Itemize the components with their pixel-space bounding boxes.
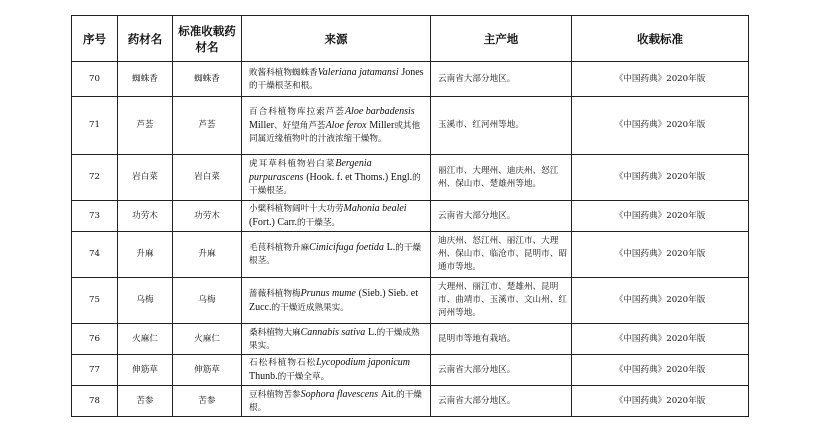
row-standard: 《中国药典》2020年版 [572, 201, 749, 232]
row-std-name: 乌梅 [173, 278, 242, 324]
row-num: 73 [72, 201, 118, 232]
row-area: 昆明市等地有栽培。 [431, 324, 572, 355]
header-num: 序号 [72, 16, 118, 62]
table-row [72, 62, 749, 97]
table-row [72, 386, 749, 417]
row-source [242, 232, 431, 278]
row-area: 大理州、丽江市、楚雄州、昆明市、曲靖市、玉溪市、文山州、红河州等地。 [431, 278, 572, 324]
row-standard: 《中国药典》2020年版 [572, 155, 749, 201]
row-standard: 《中国药典》2020年版 [572, 278, 749, 324]
row-standard: 《中国药典》2020年版 [572, 232, 749, 278]
row-area: 云南省大部分地区。 [431, 355, 572, 386]
species-author: Miller [249, 120, 274, 131]
row-source [242, 201, 431, 232]
row-num: 78 [72, 386, 118, 417]
species-author: Ait. [380, 388, 397, 400]
source-text: 石松科植物石松 [249, 358, 317, 368]
species-author: (Hook. f. et Thoms.) Engl. [306, 172, 413, 183]
row-name: 乌梅 [118, 278, 173, 324]
species-name: Valeriana jatamansi [317, 66, 399, 78]
species-name: Lycopodium japonicum [316, 357, 411, 368]
row-num: 70 [72, 62, 118, 97]
source-text: 虎耳草科植物岩白菜 [249, 159, 336, 169]
source-text: 的干燥根茎。 [249, 243, 422, 266]
row-name: 升麻 [118, 232, 173, 278]
row-num: 76 [72, 324, 118, 355]
row-standard: 《中国药典》2020年版 [572, 324, 749, 355]
source-text: 或其他同属近缘植物叶的汁液浓缩干燥物。 [249, 121, 421, 144]
row-area: 迪庆州、怒江州、丽江市、大理州、保山市、临沧市、昆明市、昭通市等地。 [431, 232, 572, 278]
row-name: 岩白菜 [118, 155, 173, 201]
header-standard: 收载标准 [572, 16, 749, 62]
species-author: Miller [369, 120, 395, 131]
species-author: Jones [401, 66, 424, 78]
source-text: 的干燥根茎和根。 [249, 80, 318, 91]
row-standard: 《中国药典》2020年版 [572, 62, 749, 97]
species-name: Bergenia purpurascens [249, 158, 372, 183]
row-name: 芦荟 [118, 97, 173, 155]
species-name: Sophora flavescens [300, 388, 379, 400]
row-std-name: 蜘蛛香 [173, 62, 242, 97]
row-num: 77 [72, 355, 118, 386]
table-row [72, 97, 749, 155]
row-std-name: 伸筋草 [173, 355, 242, 386]
source-text: 、好望角芦荟 [274, 121, 326, 131]
row-name: 火麻仁 [118, 324, 173, 355]
source-text: 的干燥根茎。 [249, 173, 421, 196]
header-std-name-line1: 标准收载药 [178, 23, 236, 38]
row-std-name: 苦参 [173, 386, 242, 417]
table-row [72, 355, 749, 386]
row-source [242, 324, 431, 355]
row-source [242, 62, 431, 97]
row-standard: 《中国药典》2020年版 [572, 386, 749, 417]
source-text: 蔷薇科植物梅 [249, 288, 301, 299]
species-author: L. [368, 326, 377, 338]
table-row [72, 201, 749, 232]
header-name: 药材名 [118, 16, 173, 62]
table-row [72, 232, 749, 278]
species-name: Mahonia bealei [343, 203, 407, 214]
species-name: Cimicifuga foetida [309, 242, 384, 253]
row-num: 74 [72, 232, 118, 278]
header-area: 主产地 [431, 16, 572, 62]
source-text: 的干燥茎。 [297, 218, 341, 228]
species-author: (Fort.) Carr. [249, 217, 298, 228]
species-name: Aloe barbadensis [344, 106, 415, 117]
row-std-name: 芦荟 [173, 97, 242, 155]
header-std-name [173, 16, 242, 62]
row-num: 72 [72, 155, 118, 201]
header-std-name-line2: 材名 [195, 39, 219, 54]
row-standard: 《中国药典》2020年版 [572, 355, 749, 386]
header-source: 来源 [242, 16, 431, 62]
row-name: 功劳木 [118, 201, 173, 232]
row-name: 蜘蛛香 [118, 62, 173, 97]
species-author: (Sieb.) Sieb. et Zucc. [249, 287, 419, 313]
row-area: 云南省大部分地区。 [431, 62, 572, 97]
species-author: L. [386, 242, 396, 253]
table-row [72, 155, 749, 201]
source-text: 的干燥近成熟果实。 [271, 302, 349, 313]
row-std-name: 升麻 [173, 232, 242, 278]
source-text: 毛茛科植物升麻 [249, 243, 310, 253]
table-row [72, 278, 749, 324]
row-standard: 《中国药典》2020年版 [572, 97, 749, 155]
species-name: Cannabis sativa [300, 326, 366, 338]
row-name: 伸筋草 [118, 355, 173, 386]
source-text: 的干燥根。 [249, 389, 422, 413]
row-std-name: 火麻仁 [173, 324, 242, 355]
table-header-row [72, 16, 749, 62]
row-std-name: 岩白菜 [173, 155, 242, 201]
herb-table [71, 15, 749, 417]
species-name: Aloe ferox [325, 120, 367, 131]
source-text: 豆科植物苦参 [249, 389, 301, 400]
row-num: 75 [72, 278, 118, 324]
row-source [242, 386, 431, 417]
row-std-name: 功劳木 [173, 201, 242, 232]
row-area: 云南省大部分地区。 [431, 386, 572, 417]
table-row [72, 324, 749, 355]
row-source [242, 97, 431, 155]
source-text: 败酱科植物蜘蛛香 [249, 67, 318, 78]
row-area: 云南省大部分地区。 [431, 201, 572, 232]
species-author: Thunb. [249, 371, 278, 382]
row-source [242, 355, 431, 386]
row-num: 71 [72, 97, 118, 155]
row-source [242, 155, 431, 201]
source-text: 的干燥成熟果实。 [249, 327, 420, 351]
source-text: 桑科植物大麻 [249, 327, 301, 338]
row-area: 丽江市、大理州、迪庆州、怒江州、保山市、楚雄州等地。 [431, 155, 572, 201]
source-text: 百合科植物库拉索芦荟 [249, 107, 345, 117]
row-name: 苦参 [118, 386, 173, 417]
species-name: Prunus mume [300, 287, 356, 299]
row-source [242, 278, 431, 324]
source-text: 的干燥全草。 [277, 372, 330, 382]
row-area: 玉溪市、红河州等地。 [431, 97, 572, 155]
source-text: 小檗科植物阔叶十大功劳 [249, 204, 344, 214]
